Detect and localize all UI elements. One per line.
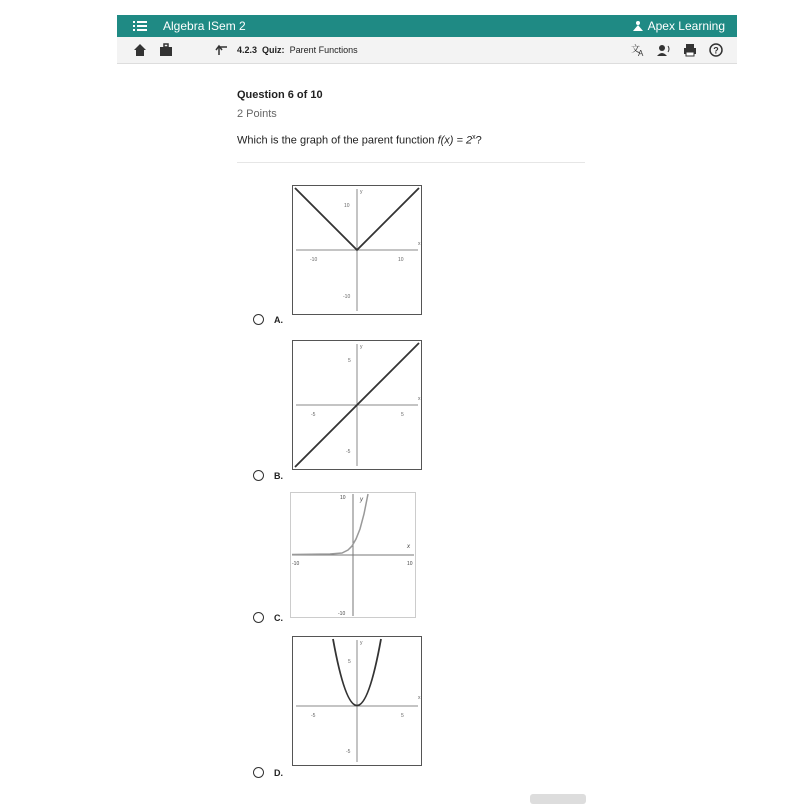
option-a-label[interactable]: A. [274,315,283,325]
option-b-label[interactable]: B. [274,471,283,481]
option-d-radio[interactable] [253,767,264,778]
question-text-suffix: ? [475,134,482,147]
tick-y-neg: -10 [343,294,351,300]
breadcrumb-type: Quiz: [262,45,285,55]
svg-text:?: ? [713,45,719,56]
x-axis-label: x [407,544,410,550]
tick-y-pos: 5 [348,659,351,665]
x-axis-label: x [418,241,421,247]
breadcrumb [237,45,358,55]
question-text-prefix: Which is the graph of the parent function [237,134,438,147]
print-icon[interactable] [683,43,697,57]
tick-y-pos: 10 [340,495,346,501]
question-function: f(x) = 2 [437,134,473,147]
tick-y-pos: 10 [344,203,350,209]
submit-button[interactable] [530,794,586,804]
question-exponent: x [472,134,476,141]
option-c-label[interactable]: C. [274,613,283,623]
breadcrumb-code: 4.2.3 [237,45,258,55]
svg-text:A: A [638,49,644,57]
option-a-radio[interactable] [253,314,264,325]
option-b-radio[interactable] [253,470,264,481]
tick-x-neg: -5 [311,713,316,719]
tick-y-neg: -5 [346,749,351,755]
brand [632,19,725,33]
y-axis-label: y [360,344,363,350]
y-axis-label: y [360,640,363,646]
y-axis-label: y [360,189,363,195]
top-bar [117,15,737,37]
translate-icon[interactable] [631,43,645,57]
menu-icon[interactable] [133,19,147,33]
tick-x-pos: 5 [401,713,404,719]
tick-y-pos: 5 [348,358,351,364]
tick-x-neg: -10 [292,561,300,567]
tick-x-pos: 10 [407,561,413,567]
tick-y-neg: -10 [338,611,346,617]
option-d-graph [292,636,422,766]
divider [237,162,585,163]
option-c-radio[interactable] [253,612,264,623]
question-points: 2 Points [237,108,277,120]
x-axis-label: x [418,396,421,402]
question-text [237,134,482,147]
option-d-label[interactable]: D. [274,768,283,778]
tick-x-pos: 10 [398,257,404,263]
tick-x-neg: -5 [311,412,316,418]
apex-logo-icon [632,20,644,32]
y-axis-label: y [360,497,363,503]
x-axis-label: x [418,695,421,701]
brand-name: Apex Learning [647,19,725,33]
question-title: Question 6 of 10 [237,89,323,101]
course-title: Algebra ISem 2 [163,19,246,33]
up-arrow-icon[interactable] [215,43,229,57]
option-a-graph [292,185,422,315]
text-to-speech-icon[interactable] [657,43,671,57]
svg-text:文: 文 [631,44,641,54]
home-icon[interactable] [133,43,147,57]
briefcase-icon[interactable] [159,43,173,57]
sub-bar [117,37,737,64]
tick-x-pos: 5 [401,412,404,418]
breadcrumb-name: Parent Functions [289,45,358,55]
tick-y-neg: -5 [346,449,351,455]
option-b-graph [292,340,422,470]
tick-x-neg: -10 [310,257,318,263]
help-icon[interactable] [709,43,723,57]
option-c-graph [290,492,416,618]
